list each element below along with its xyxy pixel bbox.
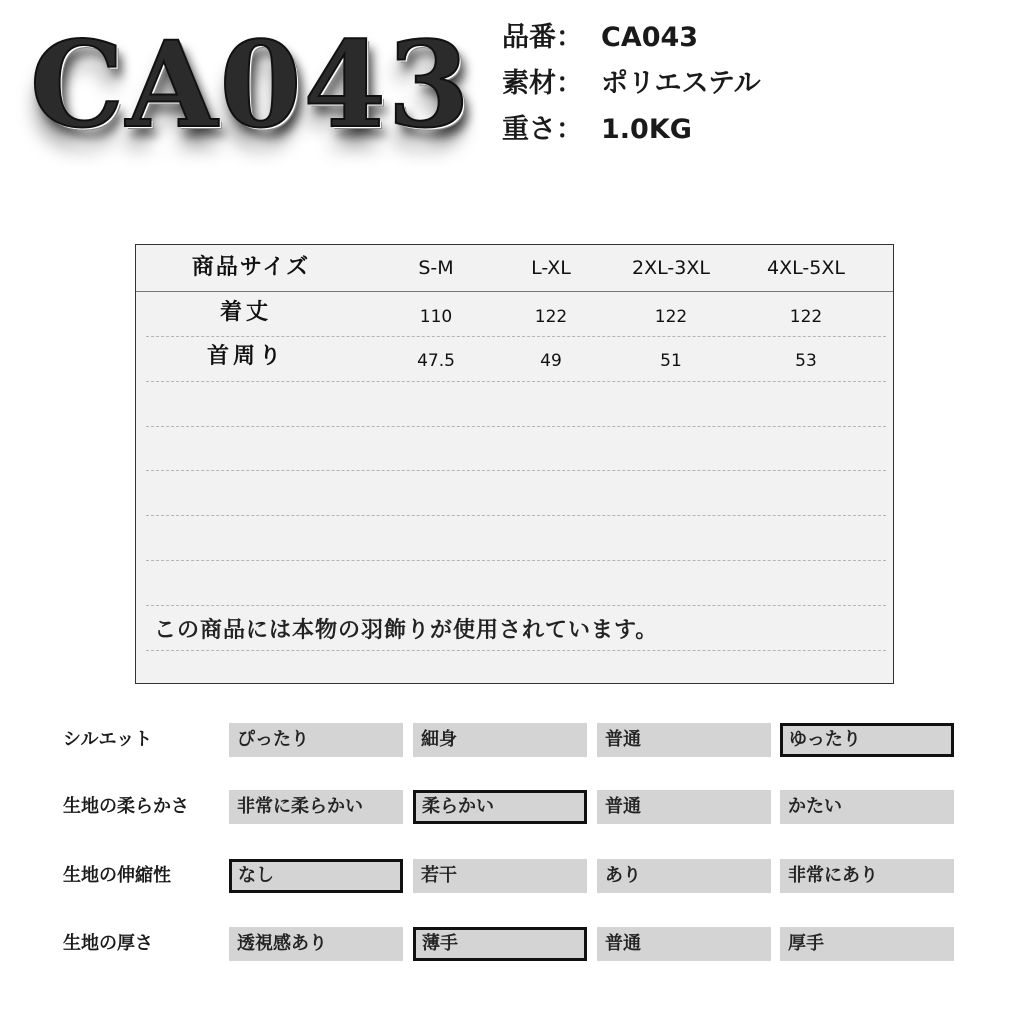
size-table xyxy=(135,244,894,684)
size-header-2xl-3xl: 2XL-3XL xyxy=(632,257,710,279)
row-divider xyxy=(146,560,886,561)
attribute-option: 柔らかい xyxy=(413,790,587,824)
table-cell: 122 xyxy=(789,307,823,327)
row-divider xyxy=(146,470,886,471)
attribute-option: 若干 xyxy=(413,859,587,893)
size-header-label: 商品サイズ xyxy=(191,255,311,280)
attribute-option: なし xyxy=(229,859,403,893)
row-label: 首周り xyxy=(206,344,285,369)
attribute-row-softness xyxy=(0,787,1024,827)
attribute-option: 普通 xyxy=(597,927,771,961)
attribute-row-thickness xyxy=(0,924,1024,964)
attribute-option: 厚手 xyxy=(780,927,954,961)
attribute-option: 透視感あり xyxy=(229,927,403,961)
table-cell: 47.5 xyxy=(417,351,455,371)
row-divider xyxy=(146,381,886,382)
size-header-4xl-5xl: 4XL-5XL xyxy=(767,257,845,279)
size-header-s-m: S-M xyxy=(418,257,454,279)
feather-note: この商品には本物の羽飾りが使用されています。 xyxy=(154,618,659,643)
row-divider xyxy=(146,426,886,427)
attribute-option: 細身 xyxy=(413,723,587,757)
table-cell: 122 xyxy=(654,307,688,327)
attribute-label: 生地の伸縮性 xyxy=(63,865,171,886)
attribute-label: シルエット xyxy=(63,729,153,750)
table-cell: 110 xyxy=(419,307,453,327)
product-code-logo: CA043 xyxy=(30,15,472,154)
spec-key: 素材： xyxy=(502,68,583,99)
size-table-header xyxy=(136,245,893,292)
row-divider xyxy=(146,605,886,606)
attribute-option: 普通 xyxy=(597,790,771,824)
attribute-label: 生地の柔らかさ xyxy=(63,796,189,817)
spec-item-material xyxy=(502,64,761,110)
spec-key: 重さ： xyxy=(502,114,583,145)
size-header-l-xl: L-XL xyxy=(531,257,571,279)
table-cell: 49 xyxy=(540,351,562,371)
row-label: 着丈 xyxy=(219,300,272,325)
attribute-option: ゆったり xyxy=(780,723,954,757)
attribute-option: ぴったり xyxy=(229,723,403,757)
attribute-label: 生地の厚さ xyxy=(63,933,153,954)
table-cell: 53 xyxy=(795,351,817,371)
spec-value: 1.0KG xyxy=(601,114,692,145)
spec-item-weight xyxy=(502,110,761,156)
spec-key: 品番： xyxy=(502,22,583,53)
table-cell: 122 xyxy=(534,307,568,327)
attribute-option: 非常に柔らかい xyxy=(229,790,403,824)
attribute-option: 普通 xyxy=(597,723,771,757)
attribute-option: 非常にあり xyxy=(780,859,954,893)
spec-list xyxy=(502,18,761,156)
table-cell: 51 xyxy=(660,351,682,371)
table-row-neck xyxy=(136,336,893,380)
spec-value: CA043 xyxy=(601,22,699,53)
attribute-option: あり xyxy=(597,859,771,893)
spec-value: ポリエステル xyxy=(601,68,761,99)
attribute-row-stretch xyxy=(0,856,1024,896)
spec-item-code xyxy=(502,18,761,64)
table-row-length xyxy=(136,292,893,336)
row-divider xyxy=(146,650,886,651)
attribute-option: 薄手 xyxy=(413,927,587,961)
row-divider xyxy=(146,515,886,516)
attribute-option: かたい xyxy=(780,790,954,824)
attribute-row-silhouette xyxy=(0,720,1024,760)
